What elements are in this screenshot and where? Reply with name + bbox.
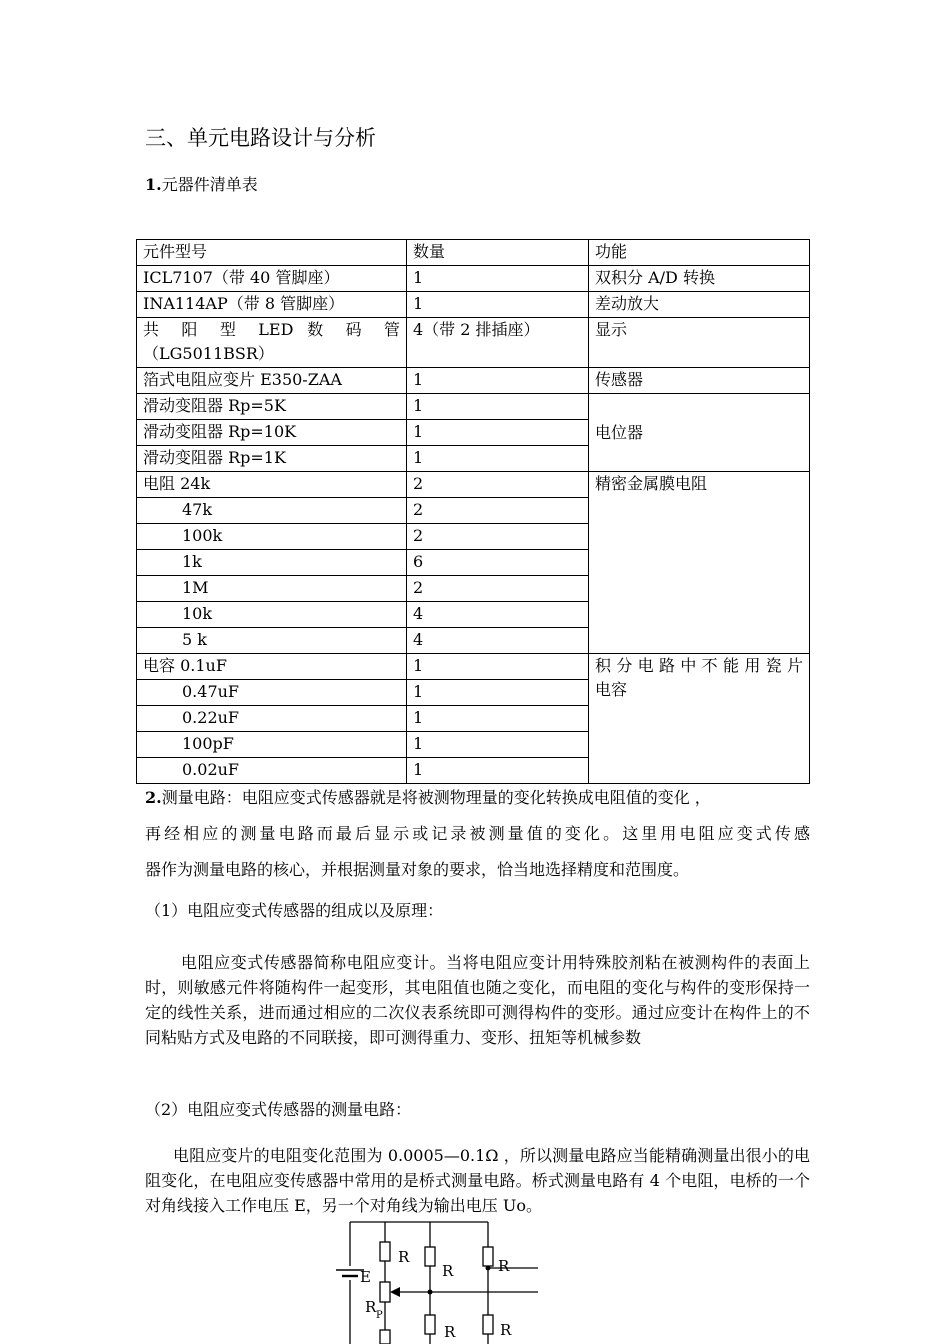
measure-line-2: 再经相应的测量电路而最后显示或记录被测量值的变化。这里用电阻应变式传感 (145, 824, 810, 843)
cell-qty: 1 (407, 266, 589, 292)
cell-model: 0.22uF (137, 706, 407, 732)
cell-function (589, 654, 810, 784)
cell-qty: 1 (407, 758, 589, 784)
cell-qty: 1 (407, 420, 589, 446)
bom-heading-number: 1. (145, 175, 162, 194)
cell-qty: 4 (407, 628, 589, 654)
label-r: R (442, 1262, 454, 1280)
measure-paragraph (145, 780, 810, 888)
cell-model: 电容 0.1uF (137, 654, 407, 680)
cell-model: 100pF (137, 732, 407, 758)
resistor-4 (425, 1315, 435, 1334)
cell-function: 显示 (589, 318, 810, 368)
cell-qty: 1 (407, 446, 589, 472)
table-row (137, 472, 810, 498)
label-r: R (498, 1257, 510, 1275)
cell-model: 5 k (137, 628, 407, 654)
cell-model: 100k (137, 524, 407, 550)
table-row (137, 394, 810, 420)
label-r: R (500, 1321, 512, 1339)
cell-model: 0.02uF (137, 758, 407, 784)
measure-line-1-text: 测量电路：电阻应变式传感器就是将被测物理量的变化转换成电阻值的变化 ， (161, 788, 711, 807)
measure-line-1 (145, 780, 810, 816)
cell-function: 精密金属膜电阻 (589, 472, 810, 654)
cell-model: 滑动变阻器 Rp=1K (137, 446, 407, 472)
cell-model: 1k (137, 550, 407, 576)
wiper-arrow (390, 1287, 400, 1297)
junction-dot (428, 1290, 433, 1295)
label-e: E (360, 1268, 371, 1286)
cell-model: 10k (137, 602, 407, 628)
cell-function: 双积分 A/D 转换 (589, 266, 810, 292)
bom-heading (145, 172, 258, 195)
label-r: R (398, 1248, 410, 1266)
cell-model (137, 318, 407, 368)
cell-model-line1: 共 阳 型 LED 数 码 管 (143, 320, 400, 339)
cell-qty: 1 (407, 680, 589, 706)
cell-model: 滑动变阻器 Rp=10K (137, 420, 407, 446)
cell-function-line1: 积分电路中不能用瓷片 (595, 656, 803, 675)
resistor-2 (425, 1247, 435, 1266)
header-qty: 数量 (407, 240, 589, 266)
cell-qty: 4（带 2 排插座） (407, 318, 589, 368)
cell-model: 电阻 24k (137, 472, 407, 498)
cell-qty: 2 (407, 524, 589, 550)
cell-function-line2: 电容 (595, 680, 628, 699)
cell-qty: 1 (407, 654, 589, 680)
cell-function-text: 电位器 (595, 422, 644, 442)
bridge-circuit-diagram (320, 1212, 550, 1344)
component-table (136, 239, 810, 784)
cell-qty: 1 (407, 394, 589, 420)
cell-qty: 2 (407, 498, 589, 524)
cell-qty: 1 (407, 292, 589, 318)
resistor-3 (483, 1247, 493, 1266)
cell-qty: 2 (407, 576, 589, 602)
cell-function: 差动放大 (589, 292, 810, 318)
table-row (137, 654, 810, 680)
cell-model: ICL7107（带 40 管脚座） (137, 266, 407, 292)
cell-model: 滑动变阻器 Rp=5K (137, 394, 407, 420)
cell-model: 1M (137, 576, 407, 602)
label-rp-subscript: P (376, 1310, 383, 1321)
bom-heading-text: 元器件清单表 (161, 175, 258, 194)
cell-qty: 2 (407, 472, 589, 498)
measure-number: 2. (145, 788, 162, 807)
cell-function (589, 394, 810, 472)
subsection-1-heading: （1）电阻应变式传感器的组成以及原理： (145, 901, 444, 920)
resistor-5 (483, 1315, 493, 1334)
table-row (137, 292, 810, 318)
label-rp: R (365, 1298, 377, 1316)
subsection-2-heading: （2）电阻应变式传感器的测量电路： (145, 1100, 412, 1119)
cell-model: INA114AP（带 8 管脚座） (137, 292, 407, 318)
potentiometer (380, 1282, 390, 1302)
cell-model: 箔式电阻应变片 E350-ZAA (137, 368, 407, 394)
cell-qty: 4 (407, 602, 589, 628)
cell-model: 47k (137, 498, 407, 524)
cell-qty: 1 (407, 706, 589, 732)
cell-model-line2: （LG5011BSR） (143, 344, 274, 363)
table-row (137, 266, 810, 292)
cell-qty: 6 (407, 550, 589, 576)
table-header-row (137, 240, 810, 266)
cell-function: 传感器 (589, 368, 810, 394)
table-row (137, 368, 810, 394)
resistor-1 (380, 1242, 390, 1261)
bridge-paragraph: 电阻应变片的电阻变化范围为 0.0005—0.1Ω ，所以测量电路应当能精确测量出很小的电阻变化，在电阻应变传感器中常用的是桥式测量电路。桥式测量电路有 4 个电阻，电桥的一个对角线接入工作电压 E，另一个对角线为输出电压 Uo。 (145, 1146, 810, 1215)
cell-qty: 1 (407, 732, 589, 758)
junction-dot (486, 1266, 491, 1271)
header-model: 元件型号 (137, 240, 407, 266)
table-row (137, 318, 810, 368)
label-r: R (444, 1323, 456, 1341)
principle-paragraph: 电阻应变式传感器简称电阻应变计。当将电阻应变计用特殊胶剂粘在被测构件的表面上时，则敏感元件将随构件一起变形，其电阻值也随之变化，而电阻的变化与构件的变形保持一定的线性关系，进而通过相应的二次仪表系统即可测得构件的变形。通过应变计在构件上的不同粘贴方式及电路的不同联接，即可测得重力、变形、扭矩等机械参数 (145, 953, 810, 1047)
section-title: 三、单元电路设计与分析 (145, 126, 376, 150)
cell-model: 0.47uF (137, 680, 407, 706)
cell-qty: 1 (407, 368, 589, 394)
header-function: 功能 (589, 240, 810, 266)
resistor-6 (380, 1330, 390, 1344)
measure-line-3: 器作为测量电路的核心，并根据测量对象的要求，恰当地选择精度和范围度。 (145, 860, 690, 879)
